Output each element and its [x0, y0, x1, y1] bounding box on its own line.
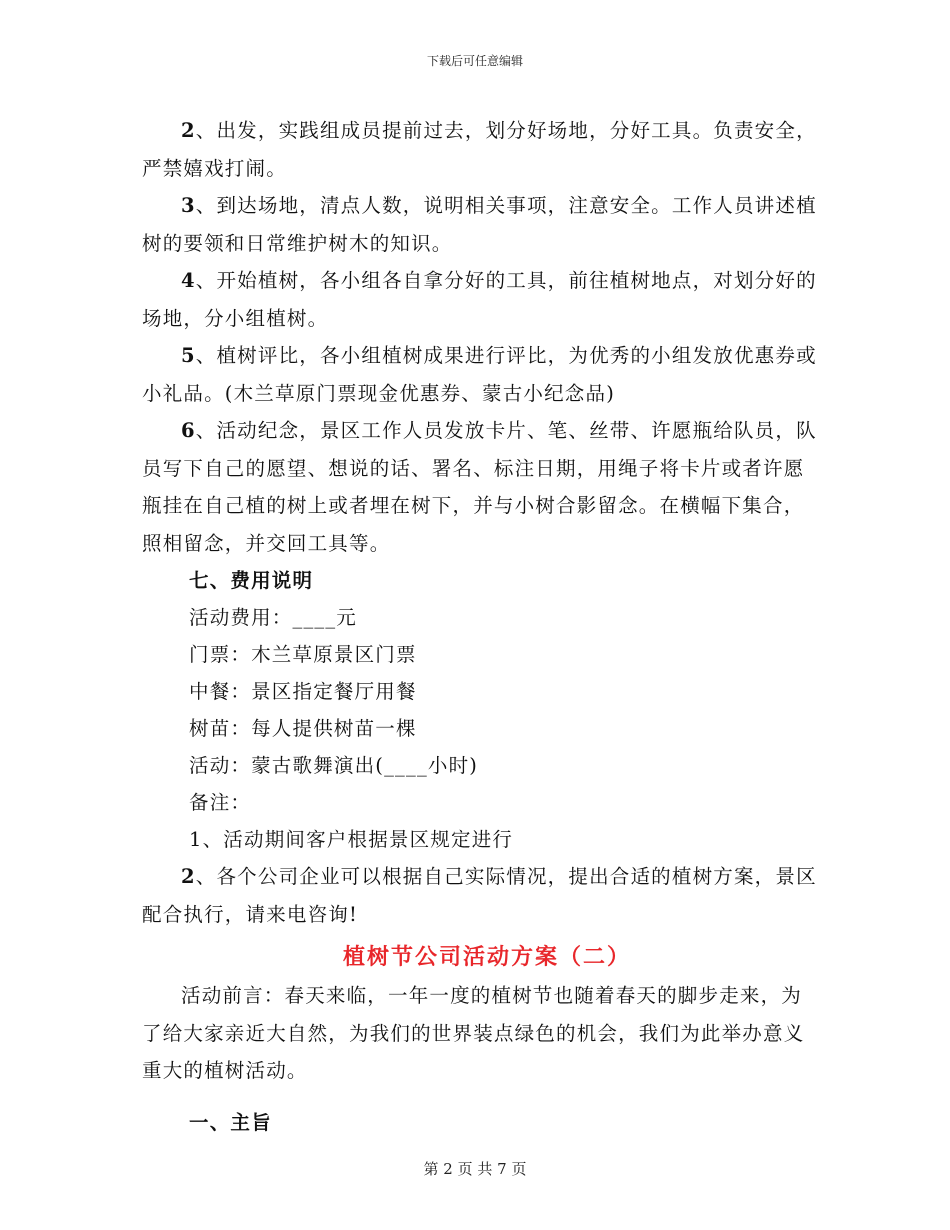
step-number: 4 [181, 269, 196, 292]
remark-2-paragraph [142, 858, 822, 933]
page-header: 下载后可任意编辑 [426, 54, 523, 68]
step-text: 、活动纪念，景区工作人员发放卡片、笔、丝带、许愿瓶给队员，队员写下自己的愿望、想说的话、署名、标注日期，用绳子将卡片或者许愿瓶挂在自己植的树上或者埋在树下，并与小树合影留念。在横幅下集合，照相留念，并交回工具等。 [142, 419, 817, 555]
remarks-line: 备注： [189, 791, 252, 814]
remark-number: 2 [181, 865, 196, 888]
section-one-heading: 一、主旨 [189, 1110, 272, 1134]
step-6-paragraph [142, 412, 822, 562]
lunch-line: 中餐：景区指定餐厅用餐 [189, 680, 417, 703]
step-number: 6 [181, 419, 196, 442]
step-3-paragraph [142, 187, 822, 262]
step-text: 、开始植树，各小组各自拿分好的工具，前往植树地点，对划分好的场地，分小组植树。 [142, 269, 817, 330]
fee-line: 活动费用：____元 [189, 606, 358, 629]
document-title: 植树节公司活动方案（二） [342, 944, 631, 970]
step-4-paragraph [142, 262, 822, 337]
activity-line: 活动：蒙古歌舞演出(____小时) [189, 754, 479, 777]
document-body [142, 112, 822, 1141]
remark-text: 、各个公司企业可以根据自己实际情况，提出合适的植树方案，景区配合执行，请来电咨询! [142, 865, 817, 926]
step-text: 、到达场地，清点人数，说明相关事项，注意安全。工作人员讲述植树的要领和日常维护树木的知识。 [142, 194, 817, 255]
step-text: 、植树评比，各小组植树成果进行评比，为优秀的小组发放优惠券或小礼品。(木兰草原门票现金优惠券、蒙古小纪念品) [142, 344, 817, 405]
step-number: 3 [181, 194, 196, 217]
sapling-line: 树苗：每人提供树苗一棵 [189, 717, 417, 740]
step-2-paragraph [142, 112, 822, 187]
intro-paragraph: 活动前言：春天来临，一年一度的植树节也随着春天的脚步走来，为了给大家亲近大自然，为我们的世界装点绿色的机会，我们为此举办意义重大的植树活动。 [142, 984, 805, 1082]
step-number: 5 [181, 344, 196, 367]
step-5-paragraph [142, 337, 822, 412]
step-number: 2 [181, 119, 196, 142]
step-text: 、出发，实践组成员提前过去，划分好场地，分好工具。负责安全，严禁嬉戏打闹。 [142, 119, 817, 180]
page-footer: 第 2 页 共 7 页 [423, 1160, 527, 1178]
section-seven-heading: 七、费用说明 [189, 569, 314, 592]
ticket-line: 门票：木兰草原景区门票 [189, 643, 417, 666]
remark-1-line: 1、活动期间客户根据景区规定进行 [189, 828, 514, 851]
